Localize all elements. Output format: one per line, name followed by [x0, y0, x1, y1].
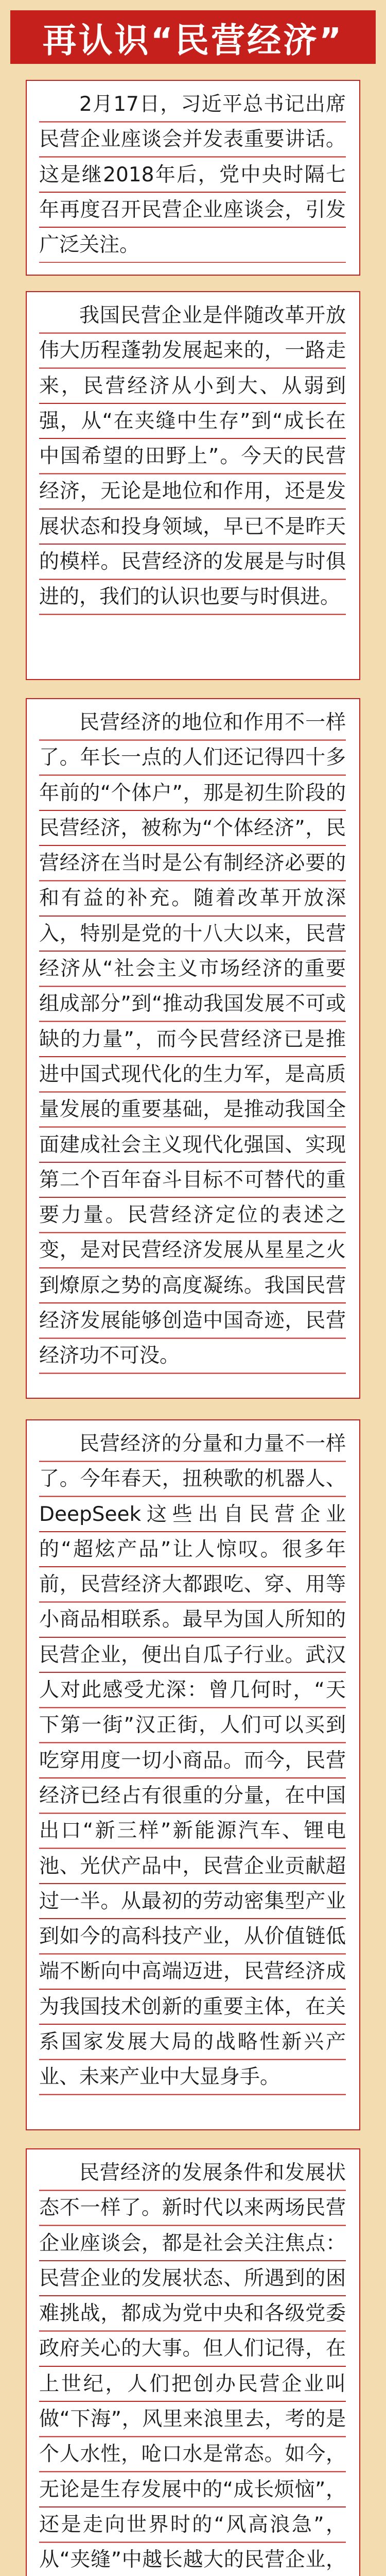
- paragraph-5: 民营经济的发展条件和发展状态不一样了。新时代以来两场民营企业座谈会，都是社会关注焦点：民营企业的发展状态、所遇到的困难挑战，都成为党中央和各级党委政府关心的大事。但人们记得，在上世纪，人们把创办民营企业叫做“下海”，风里来浪里去，考的是个人水性，呛口水是常态。如今，无论是生存发展中的“成长烦恼”，还是走向世界时的“风高浪急”，从“夹缝”中越长越大的民营企业，: [39, 2156, 346, 2576]
- weight-power-section: [26, 1419, 360, 2130]
- title-banner: [10, 10, 376, 64]
- page-title: 再认识“民营经济”: [42, 20, 344, 60]
- status-role-section: [26, 698, 360, 1399]
- paragraph-1: 2月17日，习近平总书记出席民营企业座谈会并发表重要讲话。这是继2018年后，党中央时隔七年再度召开民营企业座谈会，引发广泛关注。: [39, 87, 346, 263]
- conditions-section: [26, 2148, 360, 2576]
- paragraph-4: 民营经济的分量和力量不一样了。今年春天，扭秧歌的机器人、DeepSeek这些出自民营企业的“超炫产品”让人惊叹。很多年前，民营经济大都跟吃、穿、用等小商品相联系。最早为国人所知的民营企业，便出自瓜子行业。武汉人对此感受尤深：曾几何时，“天下第一街”汉正街，人们可以买到吃穿用度一切小商品。而今，民营经济已经占有很重的分量，在中国出口“新三样”新能源汽车、锂电池、光伏产品中，民营企业贡献超过一半。从最初的劳动密集型产业到如今的高科技产业，从价值链低端不断向中高端迈进，民营经济成为我国技术创新的重要主体，在关系国家发展大局的战略性新兴产业、未来产业中大显身手。: [39, 1427, 346, 2095]
- intro-section: [26, 80, 360, 276]
- overview-section: [26, 291, 360, 680]
- paragraph-3: 民营经济的地位和作用不一样了。年长一点的人们还记得四十多年前的“个体户”，那是初生阶段的民营经济，被称为“个体经济”，民营经济在当时是公有制经济必要的和有益的补充。随着改革开放深入，特别是党的十八大以来，民营经济从“社会主义市场经济的重要组成部分”到“推动我国发展不可或缺的力量”，而今民营经济已是推进中国式现代化的生力军，是高质量发展的重要基础，是推动我国全面建成社会主义现代化强国、实现第二个百年奋斗目标不可替代的重要力量。民营经济定位的表述之变，是对民营经济发展从星星之火到燎原之势的高度凝练。我国民营经济发展能够创造中国奇迹，民营经济功不可没。: [39, 705, 346, 1374]
- paragraph-2: 我国民营企业是伴随改革开放伟大历程蓬勃发展起来的，一路走来，民营经济从小到大、从弱到强，从“在夹缝中生存”到“成长在中国希望的田野上”。今天的民营经济，无论是地位和作用，还是发展状态和投身领域，早已不是昨天的模样。民营经济的发展是与时俱进的，我们的认识也要与时俱进。: [39, 298, 346, 615]
